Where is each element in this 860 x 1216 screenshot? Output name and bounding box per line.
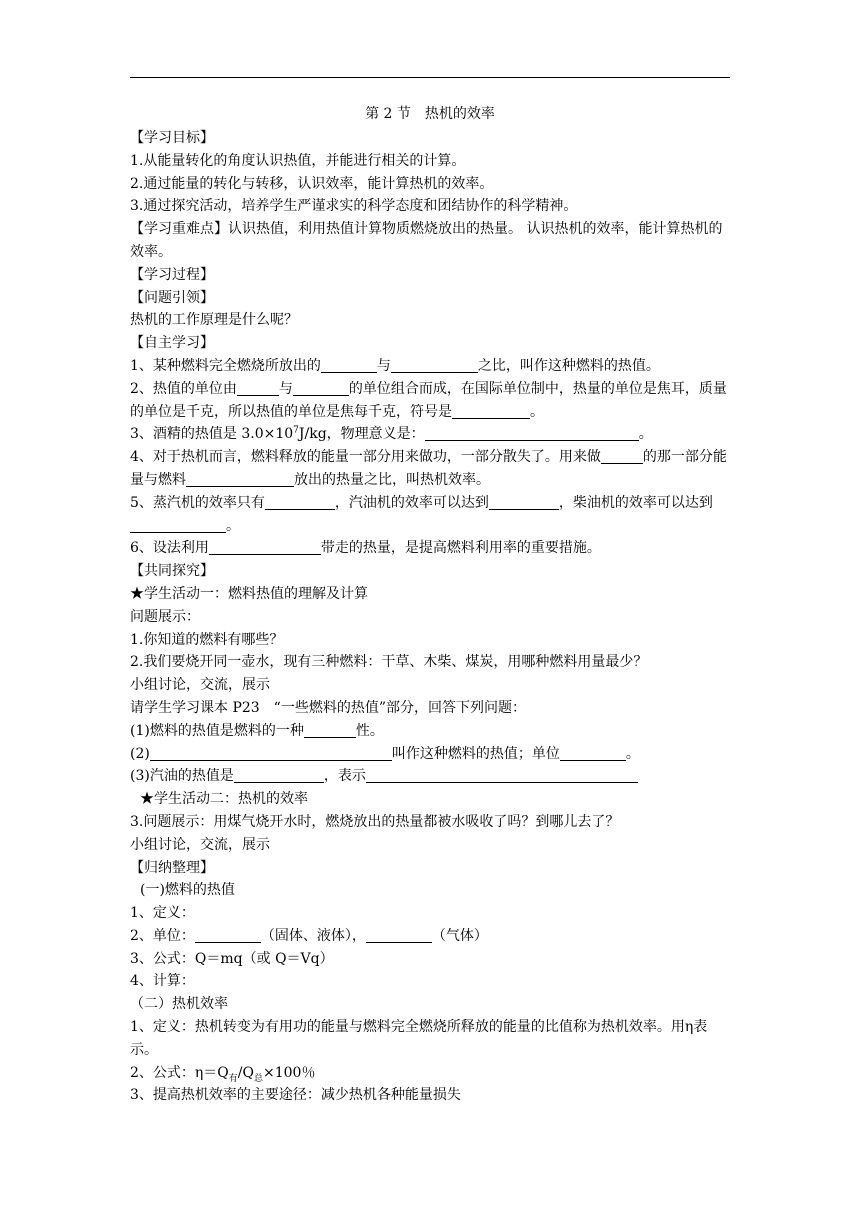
goal-2: 2.通过能量的转化与转移，认识效率，能计算热机的效率。 xyxy=(130,175,494,192)
activity1-read: 请学生学习课本 P23 “一些燃料的热值”部分，回答下列问题： xyxy=(130,699,526,716)
summary2-def: 1、定义：热机转变为有用功的能量与燃料完全燃烧所释放的能量的比值称为热机效率。用η表示。 xyxy=(130,1019,708,1058)
summary2-title: （二）热机效率 xyxy=(130,996,228,1013)
blank-line[interactable] xyxy=(366,767,638,783)
process-header: 【学习过程】 xyxy=(130,266,214,283)
blank-line[interactable] xyxy=(321,357,377,373)
activity2-title: ★学生活动二：热机的效率 xyxy=(140,791,308,808)
blank-line[interactable] xyxy=(186,471,294,487)
activity1-p3: (3)汽油的热值是 ，表示 xyxy=(130,765,730,788)
summary-header: 【归纳整理】 xyxy=(130,859,214,876)
question-header: 【问题引领】 xyxy=(130,289,214,306)
blank-line[interactable] xyxy=(391,357,478,373)
blank-line[interactable] xyxy=(304,722,356,738)
self-study-header: 【自主学习】 xyxy=(130,335,214,352)
blank-line[interactable] xyxy=(195,927,261,943)
document-body xyxy=(130,127,730,1107)
blank-line[interactable] xyxy=(237,380,279,396)
blank-line[interactable] xyxy=(234,767,324,783)
self-study-q1: 1、某种燃料完全燃烧所放出的 与 之比，叫作这种燃料的热值。 xyxy=(130,357,660,374)
blank-line[interactable] xyxy=(209,539,321,555)
self-study-q5: 5、蒸汽机的效率只有 ，汽油机的效率可以达到 ，柴油机的效率可以达到。 xyxy=(130,494,713,534)
activity1-q2: 2.我们要烧开同一壶水，现有三种燃料：干草、木柴、煤炭，用哪种燃料用量最少？ xyxy=(130,654,648,671)
activity1-p1: (1)燃料的热值是燃料的一种 性。 xyxy=(130,722,384,739)
summary1-calc: 4、计算： xyxy=(130,973,195,990)
blank-line[interactable] xyxy=(452,403,530,419)
activity2-q3: 3.问题展示：用煤气烧开水时，燃烧放出的热量都被水吸收了吗？到哪儿去了？ xyxy=(130,813,620,830)
goal-3: 3.通过探究活动，培养学生严谨求实的科学态度和团结协作的科学精神。 xyxy=(130,198,578,215)
activity1-q1: 1.你知道的燃料有哪些？ xyxy=(130,631,284,648)
activity1-p2: (2) 叫作这种燃料的热值；单位 。 xyxy=(130,745,640,762)
blank-line[interactable] xyxy=(366,927,432,943)
summary2-improve: 3、提高热机效率的主要途径：减少热机各种能量损失 xyxy=(130,1087,461,1104)
summary1-unit: 2、单位： （固体、液体）， （气体） xyxy=(130,927,488,944)
goal-1: 1.从能量转化的角度认识热值，并能进行相关的计算。 xyxy=(130,152,466,169)
summary1-title: (一)燃料的热值 xyxy=(140,882,235,899)
goals-header: 【学习目标】 xyxy=(130,130,214,146)
blank-line[interactable] xyxy=(601,448,643,464)
activity1-discuss: 小组讨论，交流，展示 xyxy=(130,677,270,694)
self-study-q2: 2、热值的单位由 与 的单位组合而成，在国际单位制中，热量的单位是焦耳，质量的单位是千克，所以热值的单位是焦每千克，符号是 。 xyxy=(130,380,727,420)
page-title: 第 2 节 热机的效率 xyxy=(365,106,495,122)
self-study-q3: 3、酒精的热值是 $3.0\times 10^7J/kg$，物理意义是： 。 xyxy=(130,425,653,443)
blank-line[interactable] xyxy=(489,494,559,510)
blank-line[interactable] xyxy=(265,494,335,510)
activity1-show: 问题展示： xyxy=(130,608,200,625)
blank-line[interactable] xyxy=(130,517,226,533)
self-study-q4: 4、对于热机而言，燃料释放的能量一部分用来做功，一部分散失了。用来做 的那一部分能量与燃料 放出的热量之比，叫热机效率。 xyxy=(130,449,727,488)
question-text: 热机的工作原理是什么呢？ xyxy=(130,312,298,329)
header-rule xyxy=(130,77,730,78)
activity1-title: ★学生活动一：燃料热值的理解及计算 xyxy=(130,585,368,602)
key-points: 【学习重难点】认识热值，利用热值计算物质燃烧放出的热量。 认识热机的效率，能计算热机的效率。 xyxy=(130,221,723,260)
blank-line[interactable] xyxy=(150,745,392,761)
summary1-def: 1、定义： xyxy=(130,905,195,922)
self-study-q6: 6、设法利用 带走的热量，是提高燃料利用率的重要措施。 xyxy=(130,540,601,557)
summary2-formula: 2、公式：$\eta=Q_有/Q_总\times 100$％ xyxy=(130,1064,316,1084)
common-header: 【共同探究】 xyxy=(130,563,214,580)
activity2-discuss: 小组讨论，交流，展示 xyxy=(130,836,270,853)
summary1-formula: 3、公式：Q＝mq（或 Q＝Vq） xyxy=(130,950,334,967)
blank-line[interactable] xyxy=(560,745,626,761)
blank-line[interactable] xyxy=(293,380,349,396)
blank-line[interactable] xyxy=(425,425,639,441)
